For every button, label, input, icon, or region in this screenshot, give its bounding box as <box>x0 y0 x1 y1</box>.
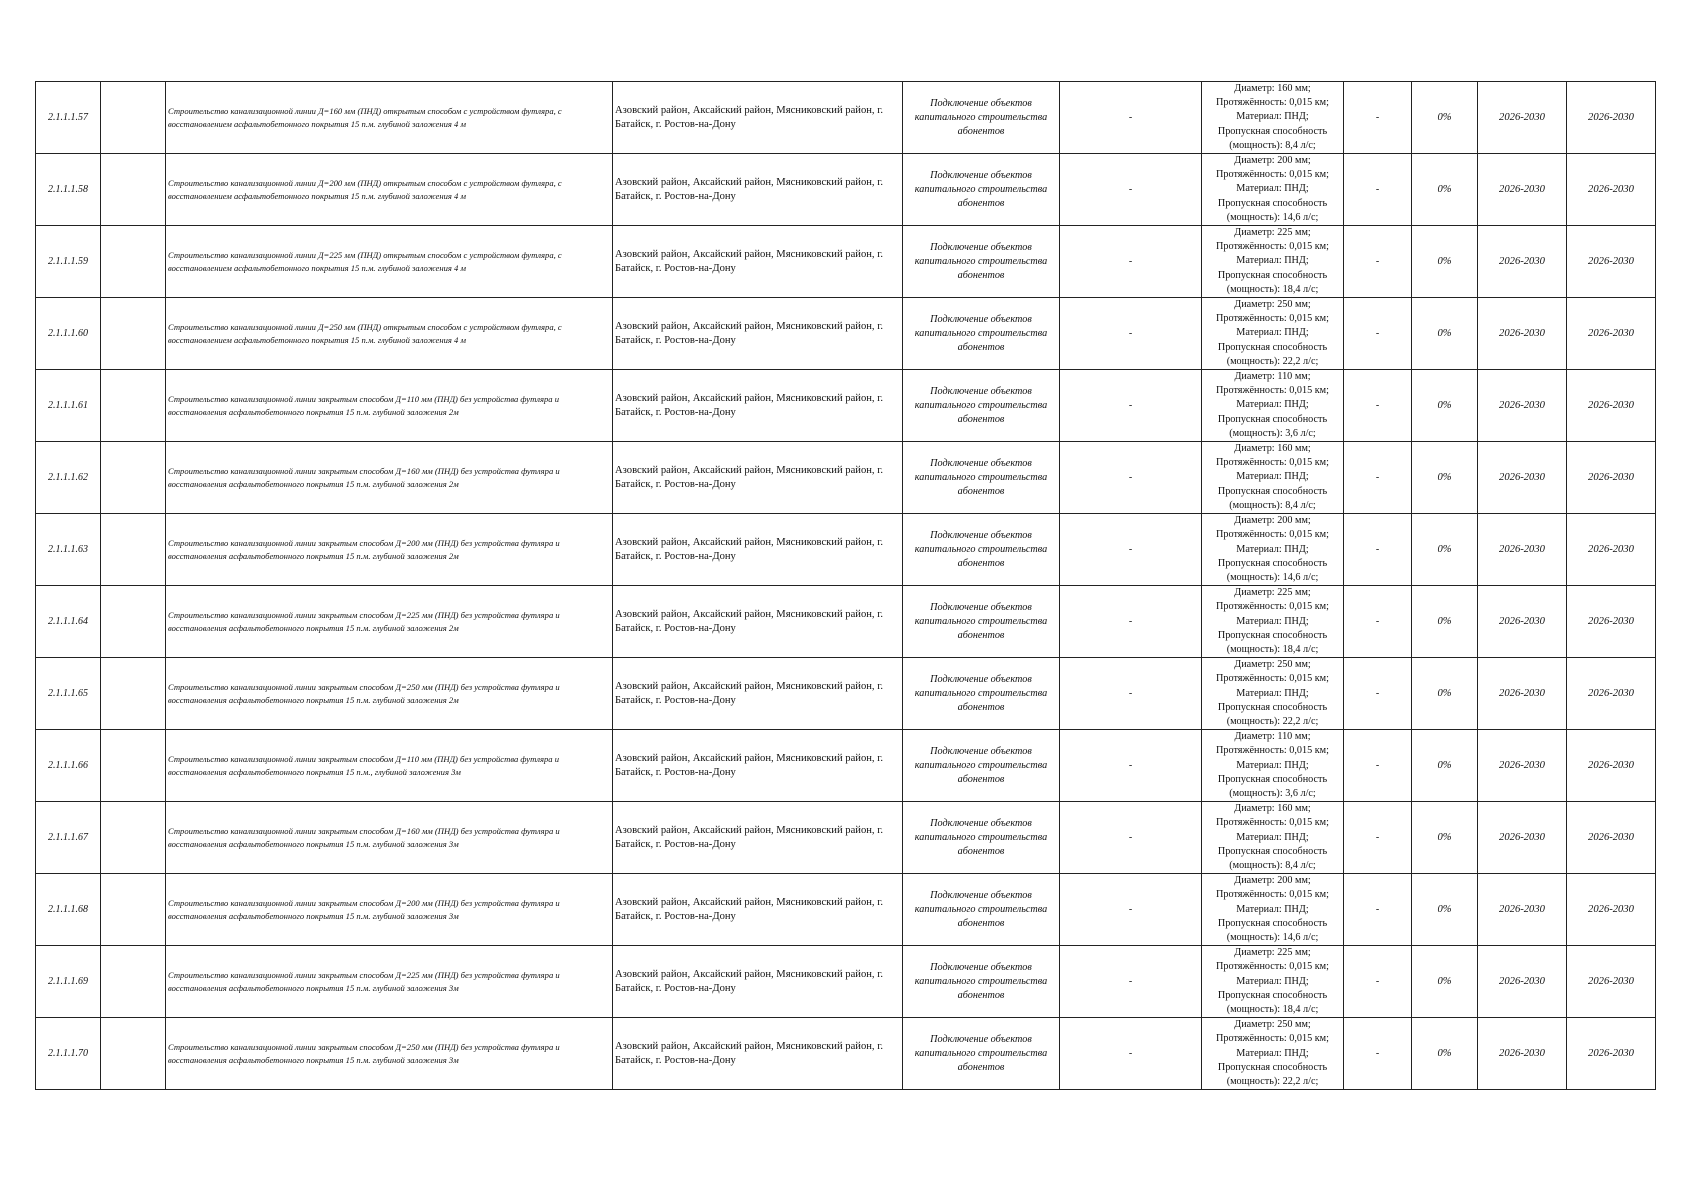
empty-cell <box>101 442 166 514</box>
implementation-period-end: 2026-2030 <box>1567 442 1656 514</box>
project-name: Строительство канализационной линии закрытым способом Д=110 мм (ПНД) без устройства футляра и восстановления асфальтобетонного покрытия 15 п.м. глубиной заложения 2м <box>166 370 613 442</box>
implementation-period-end: 2026-2030 <box>1567 730 1656 802</box>
parameter-line: (мощность): 14,6 л/с; <box>1226 931 1319 943</box>
parameter-line: Пропускная способность <box>1217 125 1328 137</box>
technical-parameters <box>1202 1018 1344 1090</box>
parameter-line: (мощность): 8,4 л/с; <box>1229 499 1316 511</box>
implementation-period-start: 2026-2030 <box>1478 514 1567 586</box>
project-location: Азовский район, Аксайский район, Мясниковский район, г. Батайск, г. Ростов-на-Дону <box>613 586 903 658</box>
parameter-line: Пропускная способность <box>1217 773 1328 785</box>
implementation-period-end: 2026-2030 <box>1567 1018 1656 1090</box>
project-name: Строительство канализационной линии закрытым способом Д=250 мм (ПНД) без устройства футляра и восстановления асфальтобетонного покрытия 15 п.м. глубиной заложения 3м <box>166 1018 613 1090</box>
empty-cell <box>101 730 166 802</box>
project-purpose: Подключение объектов капитального строительства абонентов <box>903 586 1060 658</box>
dash-cell: - <box>1060 442 1202 514</box>
row-number: 2.1.1.1.62 <box>36 442 101 514</box>
table-row <box>36 874 1656 946</box>
dash-cell: - <box>1344 514 1412 586</box>
dash-cell: - <box>1060 514 1202 586</box>
project-name: Строительство канализационной линии закрытым способом Д=110 мм (ПНД) без устройства футляра и восстановления асфальтобетонного покрытия 15 п.м., глубиной заложения 3м <box>166 730 613 802</box>
parameter-line: Диаметр: 225 мм; <box>1234 587 1311 599</box>
implementation-period-start: 2026-2030 <box>1478 1018 1567 1090</box>
empty-cell <box>101 874 166 946</box>
empty-cell <box>101 658 166 730</box>
dash-cell: - <box>1060 658 1202 730</box>
empty-cell <box>101 298 166 370</box>
parameter-line: (мощность): 8,4 л/с; <box>1229 139 1316 151</box>
empty-cell <box>101 154 166 226</box>
table-row <box>36 82 1656 154</box>
parameter-line: (мощность): 22,2 л/с; <box>1226 715 1319 727</box>
project-location: Азовский район, Аксайский район, Мясниковский район, г. Батайск, г. Ростов-на-Дону <box>613 658 903 730</box>
parameter-line: Диаметр: 225 мм; <box>1234 227 1311 239</box>
table-row <box>36 586 1656 658</box>
row-number: 2.1.1.1.65 <box>36 658 101 730</box>
project-name: Строительство канализационной линии закрытым способом Д=200 мм (ПНД) без устройства футляра и восстановления асфальтобетонного покрытия 15 п.м. глубиной заложения 2м <box>166 514 613 586</box>
parameter-line: Пропускная способность <box>1217 917 1328 929</box>
table-row <box>36 154 1656 226</box>
project-name: Строительство канализационной линии закрытым способом Д=225 мм (ПНД) без устройства футляра и восстановления асфальтобетонного покрытия 15 п.м. глубиной заложения 3м <box>166 946 613 1018</box>
project-location: Азовский район, Аксайский район, Мясниковский район, г. Батайск, г. Ростов-на-Дону <box>613 802 903 874</box>
implementation-period-start: 2026-2030 <box>1478 370 1567 442</box>
row-number: 2.1.1.1.70 <box>36 1018 101 1090</box>
row-number: 2.1.1.1.60 <box>36 298 101 370</box>
readiness-percent: 0% <box>1412 442 1478 514</box>
parameter-line: Материал: ПНД; <box>1236 831 1309 843</box>
project-name: Строительство канализационной линии Д=250 мм (ПНД) открытым способом с устройством футляра, с восстановлением асфальтобетонного покрытия 15 п.м. глубиной заложения 4 м <box>166 298 613 370</box>
implementation-period-start: 2026-2030 <box>1478 802 1567 874</box>
row-number: 2.1.1.1.64 <box>36 586 101 658</box>
implementation-period-end: 2026-2030 <box>1567 226 1656 298</box>
parameter-line: Материал: ПНД; <box>1236 183 1309 195</box>
parameter-line: Пропускная способность <box>1217 197 1328 209</box>
parameter-line: Материал: ПНД; <box>1236 543 1309 555</box>
implementation-period-end: 2026-2030 <box>1567 154 1656 226</box>
project-name: Строительство канализационной линии закрытым способом Д=160 мм (ПНД) без устройства футляра и восстановления асфальтобетонного покрытия 15 п.м. глубиной заложения 3м <box>166 802 613 874</box>
dash-cell: - <box>1060 370 1202 442</box>
project-purpose: Подключение объектов капитального строительства абонентов <box>903 298 1060 370</box>
parameter-line: Материал: ПНД; <box>1236 399 1309 411</box>
parameter-line: Пропускная способность <box>1217 341 1328 353</box>
project-purpose: Подключение объектов капитального строительства абонентов <box>903 1018 1060 1090</box>
dash-cell: - <box>1344 1018 1412 1090</box>
dash-cell: - <box>1060 82 1202 154</box>
row-number: 2.1.1.1.67 <box>36 802 101 874</box>
parameter-line: Пропускная способность <box>1217 1061 1328 1073</box>
dash-cell: - <box>1060 946 1202 1018</box>
parameter-line: Материал: ПНД; <box>1236 111 1309 123</box>
project-name: Строительство канализационной линии Д=225 мм (ПНД) открытым способом с устройством футляра, с восстановлением асфальтобетонного покрытия 15 п.м. глубиной заложения 4 м <box>166 226 613 298</box>
parameter-line: Пропускная способность <box>1217 989 1328 1001</box>
project-location: Азовский район, Аксайский район, Мясниковский район, г. Батайск, г. Ростов-на-Дону <box>613 514 903 586</box>
parameter-line: Диаметр: 160 мм; <box>1234 443 1311 455</box>
project-location: Азовский район, Аксайский район, Мясниковский район, г. Батайск, г. Ростов-на-Дону <box>613 730 903 802</box>
readiness-percent: 0% <box>1412 226 1478 298</box>
project-purpose: Подключение объектов капитального строительства абонентов <box>903 658 1060 730</box>
readiness-percent: 0% <box>1412 874 1478 946</box>
implementation-period-start: 2026-2030 <box>1478 442 1567 514</box>
parameter-line: Материал: ПНД; <box>1236 327 1309 339</box>
technical-parameters <box>1202 874 1344 946</box>
project-location: Азовский район, Аксайский район, Мясниковский район, г. Батайск, г. Ростов-на-Дону <box>613 154 903 226</box>
empty-cell <box>101 1018 166 1090</box>
parameter-line: Материал: ПНД; <box>1236 471 1309 483</box>
implementation-period-end: 2026-2030 <box>1567 514 1656 586</box>
dash-cell: - <box>1060 586 1202 658</box>
parameter-line: Протяжённость: 0,015 км; <box>1216 385 1329 397</box>
row-number: 2.1.1.1.61 <box>36 370 101 442</box>
implementation-period-start: 2026-2030 <box>1478 874 1567 946</box>
readiness-percent: 0% <box>1412 730 1478 802</box>
readiness-percent: 0% <box>1412 586 1478 658</box>
parameter-line: Диаметр: 250 мм; <box>1234 659 1311 671</box>
project-name: Строительство канализационной линии Д=200 мм (ПНД) открытым способом с устройством футляра, с восстановлением асфальтобетонного покрытия 15 п.м. глубиной заложения 4 м <box>166 154 613 226</box>
dash-cell: - <box>1060 730 1202 802</box>
empty-cell <box>101 370 166 442</box>
parameter-line: (мощность): 18,4 л/с; <box>1226 1004 1319 1015</box>
implementation-period-end: 2026-2030 <box>1567 298 1656 370</box>
table-row <box>36 730 1656 802</box>
dash-cell: - <box>1344 586 1412 658</box>
parameter-line: Материал: ПНД; <box>1236 255 1309 267</box>
row-number: 2.1.1.1.59 <box>36 226 101 298</box>
implementation-period-end: 2026-2030 <box>1567 946 1656 1018</box>
parameter-line: Диаметр: 250 мм; <box>1234 299 1311 311</box>
row-number: 2.1.1.1.57 <box>36 82 101 154</box>
project-location: Азовский район, Аксайский район, Мясниковский район, г. Батайск, г. Ростов-на-Дону <box>613 874 903 946</box>
implementation-period-start: 2026-2030 <box>1478 730 1567 802</box>
parameter-line: Диаметр: 225 мм; <box>1234 947 1311 959</box>
technical-parameters <box>1202 946 1344 1018</box>
technical-parameters <box>1202 514 1344 586</box>
parameter-line: Протяжённость: 0,015 км; <box>1216 889 1329 901</box>
readiness-percent: 0% <box>1412 1018 1478 1090</box>
parameter-line: Диаметр: 110 мм; <box>1234 731 1311 743</box>
readiness-percent: 0% <box>1412 82 1478 154</box>
parameter-line: (мощность): 14,6 л/с; <box>1226 571 1319 583</box>
technical-parameters <box>1202 658 1344 730</box>
project-purpose: Подключение объектов капитального строительства абонентов <box>903 442 1060 514</box>
project-purpose: Подключение объектов капитального строительства абонентов <box>903 730 1060 802</box>
parameter-line: Протяжённость: 0,015 км; <box>1216 673 1329 685</box>
parameter-line: Материал: ПНД; <box>1236 903 1309 915</box>
project-name: Строительство канализационной линии закрытым способом Д=225 мм (ПНД) без устройства футляра и восстановления асфальтобетонного покрытия 15 п.м. глубиной заложения 2м <box>166 586 613 658</box>
dash-cell: - <box>1344 730 1412 802</box>
project-purpose: Подключение объектов капитального строительства абонентов <box>903 874 1060 946</box>
parameter-line: Протяжённость: 0,015 км; <box>1216 817 1329 829</box>
project-name: Строительство канализационной линии закрытым способом Д=160 мм (ПНД) без устройства футляра и восстановления асфальтобетонного покрытия 15 п.м. глубиной заложения 2м <box>166 442 613 514</box>
empty-cell <box>101 946 166 1018</box>
row-number: 2.1.1.1.69 <box>36 946 101 1018</box>
readiness-percent: 0% <box>1412 154 1478 226</box>
implementation-period-start: 2026-2030 <box>1478 82 1567 154</box>
parameter-line: Протяжённость: 0,015 км; <box>1216 457 1329 469</box>
technical-parameters <box>1202 82 1344 154</box>
readiness-percent: 0% <box>1412 370 1478 442</box>
project-location: Азовский район, Аксайский район, Мясниковский район, г. Батайск, г. Ростов-на-Дону <box>613 442 903 514</box>
readiness-percent: 0% <box>1412 514 1478 586</box>
table-row <box>36 370 1656 442</box>
project-name: Строительство канализационной линии Д=160 мм (ПНД) открытым способом с устройством футляра, с восстановлением асфальтобетонного покрытия 15 п.м. глубиной заложения 4 м <box>166 82 613 154</box>
empty-cell <box>101 802 166 874</box>
parameter-line: Диаметр: 110 мм; <box>1234 371 1311 383</box>
empty-cell <box>101 82 166 154</box>
parameter-line: Протяжённость: 0,015 км; <box>1216 241 1329 253</box>
implementation-period-end: 2026-2030 <box>1567 370 1656 442</box>
project-purpose: Подключение объектов капитального строительства абонентов <box>903 154 1060 226</box>
parameter-line: Диаметр: 200 мм; <box>1234 875 1311 887</box>
dash-cell: - <box>1344 802 1412 874</box>
parameter-line: Материал: ПНД; <box>1236 1047 1309 1059</box>
technical-parameters <box>1202 154 1344 226</box>
row-number: 2.1.1.1.66 <box>36 730 101 802</box>
parameter-line: Протяжённость: 0,015 км; <box>1216 529 1329 541</box>
implementation-period-end: 2026-2030 <box>1567 586 1656 658</box>
parameter-line: Протяжённость: 0,015 км; <box>1216 313 1329 325</box>
table-row <box>36 226 1656 298</box>
dash-cell: - <box>1060 802 1202 874</box>
technical-parameters <box>1202 802 1344 874</box>
dash-cell: - <box>1344 226 1412 298</box>
row-number: 2.1.1.1.58 <box>36 154 101 226</box>
parameter-line: Пропускная способность <box>1217 845 1328 857</box>
parameter-line: Материал: ПНД; <box>1236 975 1309 987</box>
parameter-line: Пропускная способность <box>1217 485 1328 497</box>
parameter-line: Пропускная способность <box>1217 701 1328 713</box>
empty-cell <box>101 514 166 586</box>
readiness-percent: 0% <box>1412 802 1478 874</box>
project-name: Строительство канализационной линии закрытым способом Д=200 мм (ПНД) без устройства футляра и восстановления асфальтобетонного покрытия 15 п.м. глубиной заложения 3м <box>166 874 613 946</box>
implementation-period-start: 2026-2030 <box>1478 298 1567 370</box>
dash-cell: - <box>1060 226 1202 298</box>
implementation-period-end: 2026-2030 <box>1567 874 1656 946</box>
technical-parameters <box>1202 226 1344 298</box>
parameter-line: (мощность): 8,4 л/с; <box>1229 859 1316 871</box>
table-row <box>36 442 1656 514</box>
investment-program-table <box>35 81 1656 1090</box>
dash-cell: - <box>1344 442 1412 514</box>
parameter-line: Пропускная способность <box>1217 557 1328 569</box>
dash-cell: - <box>1060 154 1202 226</box>
readiness-percent: 0% <box>1412 658 1478 730</box>
project-location: Азовский район, Аксайский район, Мясниковский район, г. Батайск, г. Ростов-на-Дону <box>613 226 903 298</box>
implementation-period-start: 2026-2030 <box>1478 658 1567 730</box>
parameter-line: Пропускная способность <box>1217 629 1328 641</box>
parameter-line: (мощность): 3,6 л/с; <box>1229 787 1316 799</box>
table-row <box>36 298 1656 370</box>
table-body <box>36 82 1656 1090</box>
implementation-period-end: 2026-2030 <box>1567 658 1656 730</box>
readiness-percent: 0% <box>1412 946 1478 1018</box>
technical-parameters <box>1202 370 1344 442</box>
project-location: Азовский район, Аксайский район, Мясниковский район, г. Батайск, г. Ростов-на-Дону <box>613 370 903 442</box>
parameter-line: Диаметр: 200 мм; <box>1234 155 1311 167</box>
row-number: 2.1.1.1.68 <box>36 874 101 946</box>
parameter-line: (мощность): 22,2 л/с; <box>1226 355 1319 367</box>
table-row <box>36 802 1656 874</box>
project-purpose: Подключение объектов капитального строительства абонентов <box>903 82 1060 154</box>
implementation-period-start: 2026-2030 <box>1478 226 1567 298</box>
parameter-line: Материал: ПНД; <box>1236 687 1309 699</box>
dash-cell: - <box>1060 298 1202 370</box>
dash-cell: - <box>1344 298 1412 370</box>
dash-cell: - <box>1344 370 1412 442</box>
implementation-period-end: 2026-2030 <box>1567 802 1656 874</box>
table-row <box>36 946 1656 1018</box>
readiness-percent: 0% <box>1412 298 1478 370</box>
table-row <box>36 658 1656 730</box>
empty-cell <box>101 586 166 658</box>
project-purpose: Подключение объектов капитального строительства абонентов <box>903 946 1060 1018</box>
project-name: Строительство канализационной линии закрытым способом Д=250 мм (ПНД) без устройства футляра и восстановления асфальтобетонного покрытия 15 п.м. глубиной заложения 2м <box>166 658 613 730</box>
parameter-line: Протяжённость: 0,015 км; <box>1216 1033 1329 1045</box>
project-location: Азовский район, Аксайский район, Мясниковский район, г. Батайск, г. Ростов-на-Дону <box>613 298 903 370</box>
parameter-line: (мощность): 18,4 л/с; <box>1226 283 1319 295</box>
project-purpose: Подключение объектов капитального строительства абонентов <box>903 514 1060 586</box>
project-purpose: Подключение объектов капитального строительства абонентов <box>903 226 1060 298</box>
dash-cell: - <box>1344 874 1412 946</box>
dash-cell: - <box>1344 82 1412 154</box>
parameter-line: Диаметр: 160 мм; <box>1234 83 1311 94</box>
project-purpose: Подключение объектов капитального строительства абонентов <box>903 370 1060 442</box>
parameter-line: (мощность): 14,6 л/с; <box>1226 211 1319 223</box>
parameter-line: Материал: ПНД; <box>1236 615 1309 627</box>
table-row <box>36 514 1656 586</box>
implementation-period-start: 2026-2030 <box>1478 946 1567 1018</box>
project-location: Азовский район, Аксайский район, Мясниковский район, г. Батайск, г. Ростов-на-Дону <box>613 946 903 1018</box>
row-number: 2.1.1.1.63 <box>36 514 101 586</box>
technical-parameters <box>1202 442 1344 514</box>
project-location: Азовский район, Аксайский район, Мясниковский район, г. Батайск, г. Ростов-на-Дону <box>613 1018 903 1090</box>
parameter-line: (мощность): 3,6 л/с; <box>1229 427 1316 439</box>
dash-cell: - <box>1344 946 1412 1018</box>
project-location: Азовский район, Аксайский район, Мясниковский район, г. Батайск, г. Ростов-на-Дону <box>613 82 903 154</box>
parameter-line: Пропускная способность <box>1217 269 1328 281</box>
dash-cell: - <box>1060 1018 1202 1090</box>
parameter-line: Протяжённость: 0,015 км; <box>1216 961 1329 973</box>
parameter-line: Протяжённость: 0,015 км; <box>1216 169 1329 181</box>
implementation-period-end: 2026-2030 <box>1567 82 1656 154</box>
technical-parameters <box>1202 586 1344 658</box>
parameter-line: Протяжённость: 0,015 км; <box>1216 601 1329 613</box>
parameter-line: Протяжённость: 0,015 км; <box>1216 745 1329 757</box>
implementation-period-start: 2026-2030 <box>1478 586 1567 658</box>
parameter-line: Протяжённость: 0,015 км; <box>1216 97 1329 109</box>
parameter-line: Пропускная способность <box>1217 413 1328 425</box>
project-purpose: Подключение объектов капитального строительства абонентов <box>903 802 1060 874</box>
parameter-line: Диаметр: 250 мм; <box>1234 1019 1311 1031</box>
parameter-line: Диаметр: 200 мм; <box>1234 515 1311 527</box>
implementation-period-start: 2026-2030 <box>1478 154 1567 226</box>
parameter-line: (мощность): 22,2 л/с; <box>1226 1076 1319 1088</box>
dash-cell: - <box>1344 154 1412 226</box>
technical-parameters <box>1202 298 1344 370</box>
empty-cell <box>101 226 166 298</box>
dash-cell: - <box>1344 658 1412 730</box>
parameter-line: (мощность): 18,4 л/с; <box>1226 643 1319 655</box>
dash-cell: - <box>1060 874 1202 946</box>
technical-parameters <box>1202 730 1344 802</box>
table-row <box>36 1018 1656 1090</box>
parameter-line: Материал: ПНД; <box>1236 759 1309 771</box>
parameter-line: Диаметр: 160 мм; <box>1234 803 1311 815</box>
